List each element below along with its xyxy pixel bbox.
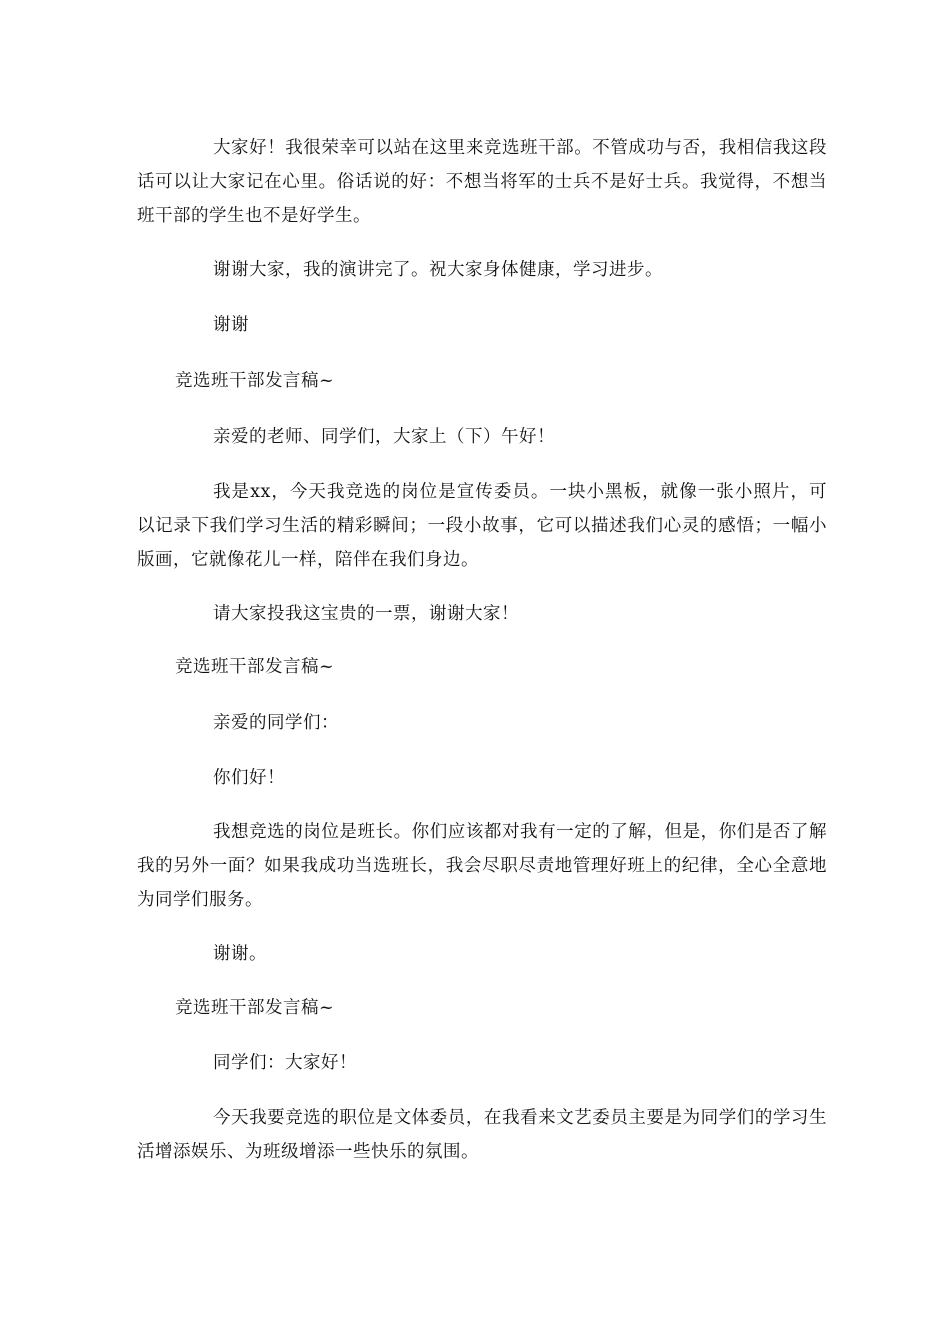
paragraph-greeting-2: 亲爱的同学们：	[213, 713, 339, 733]
paragraph-hello: 你们好！	[213, 768, 285, 788]
paragraph-greeting-1: 亲爱的老师、同学们，大家上（下）午好！	[213, 427, 555, 447]
paragraph-vote-request: 请大家投我这宝贵的一票，谢谢大家！	[213, 604, 519, 624]
paragraph-thanks: 谢谢	[213, 315, 249, 335]
paragraph-publicity-committee: 我是xx，今天我竞选的岗位是宣传委员。一块小黑板，就像一张小照片，可以记录下我们学习生活的精彩瞬间；一段小故事，它可以描述我们心灵的感悟；一幅小版画，它就像花儿一样，陪伴在我们身边。	[137, 482, 827, 570]
section-heading-1: 竞选班干部发言稿~	[175, 371, 335, 391]
section-heading-2: 竞选班干部发言稿~	[175, 657, 335, 677]
paragraph-greeting-3: 同学们：大家好！	[213, 1053, 357, 1073]
paragraph-monitor: 我想竞选的岗位是班长。你们应该都对我有一定的了解，但是，你们是否了解我的另外一面？如果我成功当选班长，我会尽职尽责地管理好班上的纪律，全心全意地为同学们服务。	[137, 822, 827, 910]
paragraph-thanks-speech: 谢谢大家，我的演讲完了。祝大家身体健康，学习进步。	[213, 260, 663, 280]
paragraph-intro: 大家好！我很荣幸可以站在这里来竞选班干部。不管成功与否，我相信我这段话可以让大家记在心里。俗话说的好：不想当将军的士兵不是好士兵。我觉得，不想当班干部的学生也不是好学生。	[137, 138, 827, 226]
section-heading-3: 竞选班干部发言稿~	[175, 998, 335, 1018]
paragraph-thanks-2: 谢谢。	[213, 944, 267, 964]
paragraph-sports-committee: 今天我要竞选的职位是文体委员，在我看来文艺委员主要是为同学们的学习生活增添娱乐、为班级增添一些快乐的氛围。	[137, 1108, 827, 1162]
